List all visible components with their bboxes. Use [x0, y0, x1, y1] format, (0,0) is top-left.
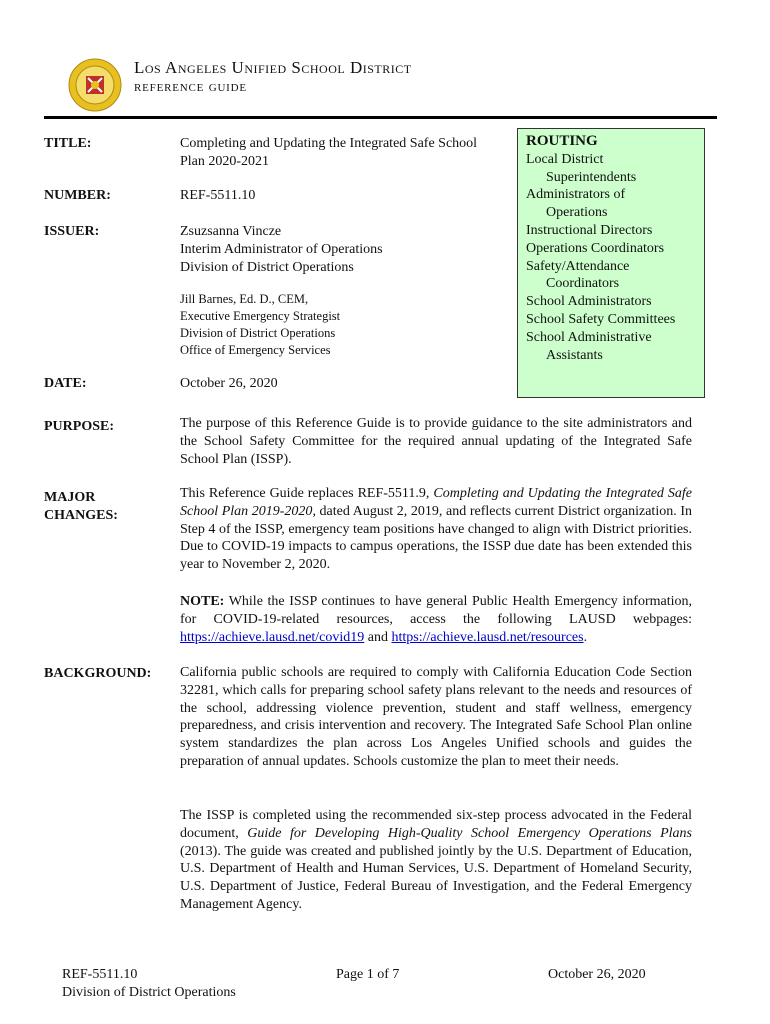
routing-item: Safety/Attendance — [526, 258, 630, 274]
routing-item: School Administrators — [526, 294, 652, 310]
document-type: reference guide — [134, 79, 247, 95]
routing-item: Administrators of — [526, 187, 626, 203]
covid-note: NOTE: While the ISSP continues to have general Public Health Emergency information, for COVID-19-related resources, access the following LAUSD webpages: https://achieve.lausd.net/covid19 and https://achieve.lausd.net/resources. — [180, 594, 692, 645]
title-value: Completing and Updating the Integrated Safe School Plan 2020-2021 — [180, 136, 478, 169]
routing-item: Coordinators — [546, 276, 620, 292]
routing-list — [526, 151, 696, 365]
footer-date: October 26, 2020 — [548, 967, 646, 982]
routing-item: Superintendents — [546, 169, 637, 185]
routing-item: Local District — [526, 151, 604, 167]
routing-item: Assistants — [546, 347, 603, 363]
routing-item: Operations Coordinators — [526, 240, 665, 256]
issuer-label: ISSUER: — [44, 224, 100, 239]
routing-title: ROUTING — [526, 133, 598, 149]
purpose-text: The purpose of this Reference Guide is to provide guidance to the site administrators and the School Safety Committee for the required annual updating of the Integrated Safe School Plan (ISSP). — [180, 416, 692, 467]
date-label: DATE: — [44, 376, 87, 391]
date-value: October 26, 2020 — [180, 376, 278, 391]
routing-item: School Administrative — [526, 329, 652, 345]
footer-page-number: Page 1 of 7 — [336, 967, 400, 982]
routing-item: Operations — [546, 205, 608, 221]
district-seal-icon — [68, 58, 122, 112]
background-text-1: California public schools are required to comply with California Education Code Section 32281, which calls for preparing school safety plans relevant to the needs and resources of the school, addressing violence prevention, student and staff wellness, emergency preparedness, and crisis intervention and recovery. The Integrated Safe School Plan online system standardizes the plan across Los Angeles Unified schools and guides the preparation of annual updates. Schools customize the plan to meet their needs. — [180, 665, 692, 769]
title-label: TITLE: — [44, 136, 92, 151]
major-changes-label: MAJOR CHANGES: — [44, 490, 118, 523]
routing-item: Instructional Directors — [526, 222, 653, 238]
number-label: NUMBER: — [44, 188, 111, 203]
footer-ref: REF-5511.10 Division of District Operations — [62, 967, 236, 1000]
issuer-primary: Zsuzsanna Vincze Interim Administrator of Operations Division of District Operations — [180, 224, 383, 275]
header-rule — [44, 116, 717, 119]
issuer-secondary: Jill Barnes, Ed. D., CEM, Executive Emergency Strategist Division of District Operations Office of Emergency Services — [180, 292, 341, 357]
district-name: Los Angeles Unified School District — [134, 58, 412, 77]
background-text-2: The ISSP is completed using the recommended six-step process advocated in the Federal document, Guide for Developing High-Quality School Emergency Operations Plans (2013). The guide was created and published jointly by the U.S. Department of Education, U.S. Department of Health and Human Services, U.S. Department of Homeland Security, U.S. Department of Justice, Federal Bureau of Investigation, and the Federal Emergency Management Agency. — [180, 808, 692, 912]
resources-link[interactable]: https://achieve.lausd.net/resources — [391, 629, 584, 645]
purpose-label: PURPOSE: — [44, 419, 114, 434]
routing-box — [517, 128, 705, 398]
background-label: BACKGROUND: — [44, 666, 152, 681]
major-changes-text: This Reference Guide replaces REF-5511.9, Completing and Updating the Integrated Safe School Plan 2019-2020, dated August 2, 2019, and reflects current District organization. In Step 4 of the ISSP, emergency team positions have changed to align with District priorities. Due to COVID-19 impacts to campus operations, the ISSP due date has been extended this year to November 2, 2020. — [180, 486, 693, 573]
routing-item: School Safety Committees — [526, 311, 676, 327]
covid19-link[interactable]: https://achieve.lausd.net/covid19 — [180, 629, 365, 645]
number-value: REF-5511.10 — [180, 188, 256, 203]
